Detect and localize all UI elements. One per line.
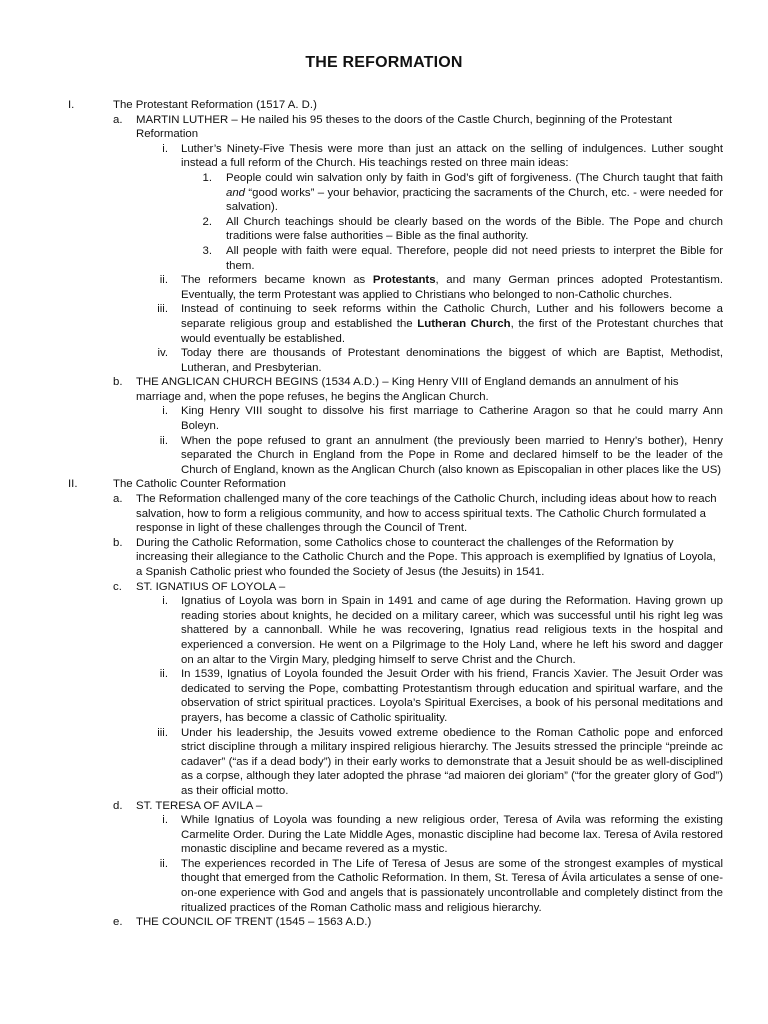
item-marker: b. (113, 376, 123, 389)
item-marker: iii. (157, 303, 168, 316)
outline-item (0, 244, 768, 273)
item-marker: iv. (157, 347, 168, 360)
item-marker: ii. (159, 857, 168, 870)
item-marker: e. (113, 916, 123, 929)
outline (0, 98, 768, 930)
item-text: King Henry VIII sought to dissolve his first marriage to Catherine Aragon so that he could marry Ann Boleyn. (181, 405, 723, 433)
item-text: When the pope refused to grant an annulment (the previously been married to Henry’s bother), Henry separated the Church in England from the Pope in Rome and declared himself to be the leader of the Church of England, known as the Anglican Church (also known as Episcopalian in other places like the US) (181, 434, 723, 476)
item-text (181, 273, 723, 302)
text-run: , and many German princes adopted Protestantism. Eventually, the term Protestant was applied to Christians who belonged to non-Catholic churches. (181, 274, 723, 301)
outline-item (0, 594, 768, 667)
outline-item (0, 580, 768, 595)
outline-item (0, 799, 768, 814)
item-marker: II. (68, 478, 78, 491)
outline-item (0, 171, 768, 215)
outline-item (0, 113, 768, 142)
item-text: Ignatius of Loyola was born in Spain in 1491 and came of age during the Reformation. Having grown up reading stories about knights, he decided on a military career, which was successful until his right leg was shattered by a cannonball. While he was recovering, Ignatius read religious texts in the hospital and experienced a conversion. He went on a Pilgrimage to the Holy Land, where he left his sword and dagger on an altar to the Virgin Mary, pledging himself to serve Christ and the Church. (181, 595, 723, 666)
item-text: All people with faith were equal. Therefore, people did not need priests to interpret the Bible for them. (226, 244, 723, 272)
text-run: People could win salvation only by faith in God’s gift of forgiveness. (The Church taught that faith (226, 171, 723, 184)
item-marker: ii. (159, 274, 168, 287)
item-text: ST. IGNATIUS OF LOYOLA – (136, 580, 286, 593)
item-text: The Catholic Counter Reformation (113, 478, 286, 491)
item-marker: I. (68, 99, 75, 111)
text-run: The reformers became known as (181, 274, 373, 287)
item-text (181, 302, 723, 346)
item-marker: ii. (159, 434, 168, 447)
text-run: , the first of the Protestant churches that would eventually be established. (181, 317, 723, 345)
item-marker: d. (113, 799, 123, 812)
item-marker: i. (162, 814, 168, 827)
outline-item (0, 434, 768, 478)
outline-item (0, 273, 768, 302)
item-text (226, 171, 723, 215)
outline-item (0, 726, 768, 799)
item-marker: 2. (202, 215, 212, 228)
outline-item (0, 98, 768, 113)
item-text: During the Catholic Reformation, some Catholics chose to counteract the challenges of the Reformation by increasing their allegiance to the Catholic Church and the Pope. This approach is exemplified by Ignatius of Loyola, a Spanish Catholic priest who founded the Society of Jesus (the Jesuits) in 1541. (136, 536, 716, 578)
item-text: The Protestant Reformation (1517 A. D.) (113, 99, 317, 111)
outline-item (0, 142, 768, 171)
outline-item (0, 667, 768, 725)
item-marker: c. (113, 580, 122, 593)
document-title: THE REFORMATION (305, 54, 463, 71)
outline-item (0, 857, 768, 915)
bold-term: Protestants (372, 274, 436, 287)
text-run: Instead of continuing to seek reforms within the Catholic Church, Luther and his followers become a separate religious group and established the (181, 303, 723, 330)
item-text: MARTIN LUTHER – He nailed his 95 theses to the doors of the Castle Church, beginning of the Protestant Reformation (136, 113, 673, 141)
outline-item (0, 536, 768, 580)
item-text: Today there are thousands of Protestant denominations the biggest of which are Baptist, Methodist, Lutheran, and Presbyterian. (181, 347, 723, 374)
item-marker: iii. (157, 726, 168, 739)
outline-item (0, 404, 768, 433)
outline-item (0, 375, 768, 404)
italic-term: and (226, 186, 246, 199)
item-text: THE COUNCIL OF TRENT (1545 – 1563 A.D.) (136, 916, 372, 929)
item-marker: ii. (159, 668, 168, 681)
item-text: Under his leadership, the Jesuits vowed extreme obedience to the Roman Catholic pope and enforced strict discipline through a military inspired religious hierarchy. The Jesuits stressed the principle “preinde ac cadaver” (“as if a dead body”) in their early works to demonstrate that a Jesuit should be as well-disciplined as a corpse, although they later adopted the phrase “ad maioren dei gloriam” (“for the greater glory of God”) as their official motto. (181, 726, 723, 797)
item-text: THE ANGLICAN CHURCH BEGINS (1534 A.D.) – King Henry VIII of England demands an annulment of his marriage and, when the pope refuses, he begins the Anglican Church. (136, 376, 679, 403)
outline-item (0, 477, 768, 492)
item-marker: 1. (202, 171, 212, 184)
item-text: ST. TERESA OF AVILA – (136, 799, 263, 812)
outline-item (0, 813, 768, 857)
item-text: All Church teachings should be clearly based on the words of the Bible. The Pope and church traditions were false authorities – Bible as the final authority. (226, 215, 723, 243)
outline-item (0, 492, 768, 536)
item-marker: i. (162, 595, 168, 608)
outline-item (0, 215, 768, 244)
item-text: While Ignatius of Loyola was founding a new religious order, Teresa of Avila was reforming the existing Carmelite Order. During the Late Middle Ages, monastic discipline had become lax. Teresa of Avila restored monastic discipline and became revered as a mystic. (181, 814, 723, 856)
outline-item (0, 302, 768, 346)
item-text: In 1539, Ignatius of Loyola founded the Jesuit Order with his friend, Francis Xavier. The Jesuit Order was dedicated to serving the Pope, combatting Protestantism through education and spiritual warfare, and the observation of strict spiritual practices. Loyola’s Spiritual Exercises, a book of his personal meditations and prayers, has become a classic of Catholic spirituality. (181, 668, 723, 724)
item-text: The experiences recorded in The Life of Teresa of Jesus are some of the strongest examples of mystical thought that emerged from the Catholic Reformation. In them, St. Teresa of Ávila articulates a sense of one-on-one experience with God and angels that is passionately uncontrollable and completely distinct from the ritualized practices of the Roman Catholic mass and religious hierarchy. (181, 857, 723, 914)
item-marker: i. (162, 142, 168, 155)
item-marker: a. (113, 493, 123, 506)
item-marker: b. (113, 536, 123, 549)
item-marker: a. (113, 113, 123, 126)
item-marker: 3. (202, 244, 212, 257)
item-marker: i. (162, 405, 168, 418)
bold-term: Lutheran Church (417, 317, 511, 330)
item-text: The Reformation challenged many of the core teachings of the Catholic Church, including ideas about how to reach salvation, how to form a religious community, and how to access spiritual texts. The Catholic Church formulated a response in light of these challenges through the Council of Trent. (136, 493, 717, 535)
text-run: “good works” – your behavior, practicing the sacraments of the Church, etc. - were needed for salvation). (226, 186, 723, 214)
outline-item (0, 915, 768, 930)
item-text: Luther’s Ninety-Five Thesis were more than just an attack on the selling of indulgences. Luther sought instead a full reform of the Church. His teachings rested on three main ideas: (181, 142, 723, 170)
outline-item (0, 346, 768, 375)
